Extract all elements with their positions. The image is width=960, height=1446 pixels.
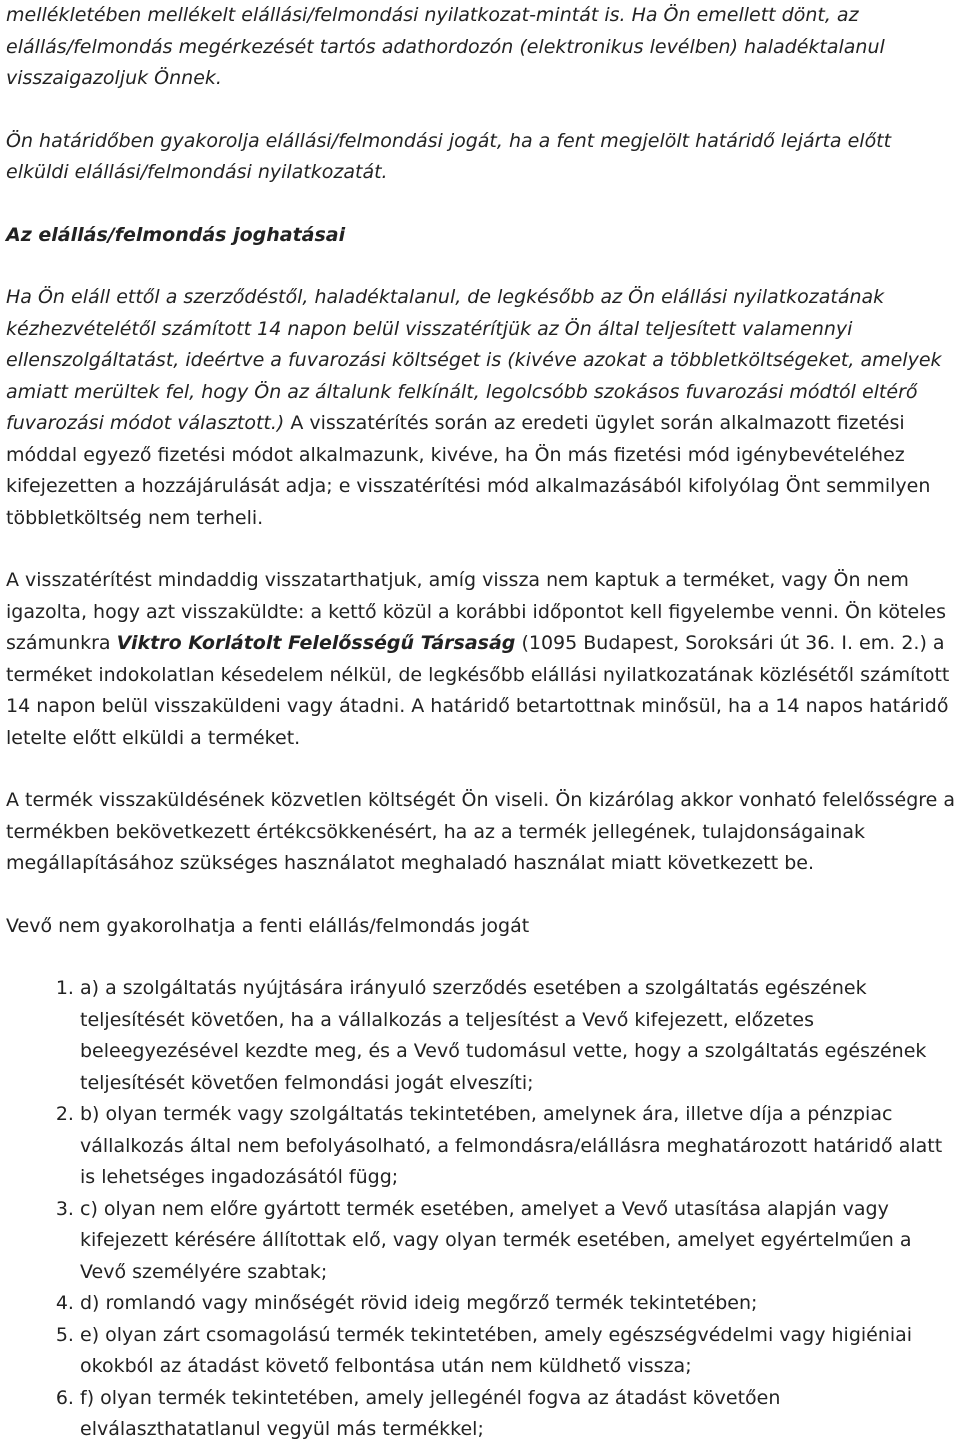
paragraph-return [6,565,956,754]
paragraph-deadline: Ön határidőben gyakorolja elállási/felmondási jogát, ha a fent megjelölt határidő lejárta előtt elküldi elállási/felmondási nyilatkozatát. [6,129,892,183]
paragraph-refund [6,282,956,534]
paragraph-exceptions-intro: Vevő nem gyakorolhatja a fenti elállás/felmondás jogát [6,914,530,937]
return-text-after: (1095 Budapest, Soroksári út 36. I. em. 2.) a terméket indokolatlan késedelem nélkül, de legkésőbb elállási nyilatkozatának közlésétől számított 14 napon belül visszaküldeni vagy átadni. A határidő betartottnak minősül, ha a 14 napos határidő letelte előtt elküldi a terméket. [6,632,950,749]
paragraph-acknowledgement: mellékletében mellékelt elállási/felmondási nyilatkozat-mintát is. Ha Ön emellett dönt, az elállás/felmondás megérkezését tartós adathordozón (elektronikus levélben) haladéktalanul visszaigazoljuk Önnek. [6,4,885,89]
exceptions-list [6,973,956,1446]
list-item: 4. d) romlandó vagy minőségét rövid ideig megőrző termék tekintetében; [80,1288,956,1320]
refund-normal-text: A visszatérítés során az eredeti ügylet során alkalmazott fizetési móddal egyező fizetési módot alkalmazunk, kivéve, ha Ön más fizetési mód igénybevételéhez kifejezetten a hozzájárulását adja; e visszatérítési mód alkalmazásából kifolyólag Önt semmilyen többletköltség nem terheli. [6,412,931,529]
list-item: 2. b) olyan termék vagy szolgáltatás tekintetében, amelynek ára, illetve díja a pénzpiac vállalkozás által nem befolyásolható, a felmondásra/elállásra meghatározott határidő alatt is lehetséges ingadozásától függ; [80,1099,956,1194]
list-item: 3. c) olyan nem előre gyártott termék esetében, amelyet a Vevő utasítása alapján vagy kifejezett kérésére állítottak elő, vagy olyan termék esetében, amelyet egyértelműen a Vevő személyére szabtak; [80,1194,956,1289]
list-item: 1. a) a szolgáltatás nyújtására irányuló szerződés esetében a szolgáltatás egészének teljesítését követően, ha a vállalkozás a teljesítést a Vevő kifejezett, előzetes beleegyezésével kezdte meg, és a Vevő tudomásul vette, hogy a szolgáltatás egészének teljesítését követően felmondási jogát elveszíti; [80,973,956,1099]
company-name: Viktro Korlátolt Felelősségű Társaság [116,632,516,654]
list-item: 6. f) olyan termék tekintetében, amely jellegénél fogva az átadást követően elválaszthatatlanul vegyül más termékkel; [80,1383,956,1446]
refund-italic-text: Ha Ön eláll ettől a szerződéstől, haladéktalanul, de legkésőbb az Ön elállási nyilatkozatának kézhezvételétől számított 14 napon belül visszatérítjük az Ön által teljesített valamennyi ellenszolgáltatást, ideértve a fuvarozási költséget is (kivéve azokat a többletköltségeket, amelyek amiatt merültek fel, hogy Ön az általunk felkínált, legolcsóbb szokásos fuvarozási módtól eltérő fuvarozási módot választott.) [6,286,942,434]
section-heading: Az elállás/felmondás joghatásai [6,223,346,246]
list-item: 5. e) olyan zárt csomagolású termék tekintetében, amely egészségvédelmi vagy higiéniai okokból az átadást követő felbontása után nem küldhető vissza; [80,1320,956,1383]
paragraph-costs: A termék visszaküldésének közvetlen költségét Ön viseli. Ön kizárólag akkor vonható felelősségre a termékben bekövetkezett értékcsökkenésért, ha az a termék jellegének, tulajdonságainak megállapításához szükséges használatot meghaladó használat miatt következett be. [6,789,956,874]
return-text-before: A visszatérítést mindaddig visszatarthatjuk, amíg vissza nem kaptuk a terméket, vagy Ön nem igazolta, hogy azt visszaküldte: a kettő közül a korábbi időpontot kell figyelembe venni. Ön köteles számunkra [6,569,946,654]
